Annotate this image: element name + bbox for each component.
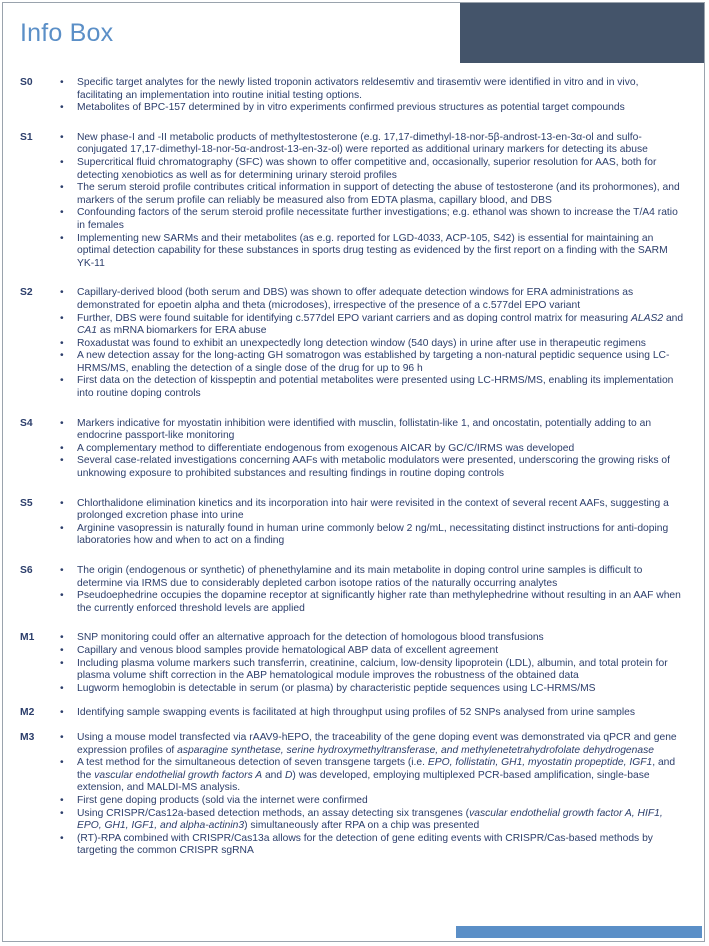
list-item-text: Supercritical fluid chromatography (SFC) was shown to offer competitive and, occasionally, superior resolution for AAS, both for detecting xenobiotics as well as for determining urinary steroid profiles	[77, 156, 657, 181]
bullet-icon: •	[60, 102, 64, 114]
bullet-icon: •	[60, 807, 64, 819]
bullet-icon: •	[60, 497, 64, 509]
list-item-text: Specific target analytes for the newly listed troponin activators reldesemtiv and tirasemtiv were identified in vitro and in vivo, facilitating an implementation into routine initial testing options.	[77, 77, 639, 101]
list-item-text: Including plasma volume markers such transferrin, creatinine, calcium, low-density lipoprotein (LDL), albumin, and total protein for plasma volume shift correction in the ABP hematological module improves the robustness of the obtained data	[77, 657, 668, 682]
list-item-text: SNP monitoring could offer an alternative approach for the detection of homologous blood transfusions	[77, 632, 544, 644]
section-s5	[3, 498, 706, 548]
list-item-text: Confounding factors of the serum steroid profile necessitate further investigations; e.g. ethanol was shown to increase the T/A4 ratio in females	[77, 207, 678, 231]
list-item	[3, 313, 685, 338]
bullet-icon: •	[60, 522, 64, 534]
bullet-icon: •	[60, 644, 64, 656]
bullet-list	[3, 287, 706, 400]
bullet-icon: •	[60, 131, 64, 143]
list-item	[3, 182, 685, 207]
bullet-list	[3, 565, 706, 615]
bullet-list	[3, 418, 706, 481]
list-item	[3, 590, 685, 615]
bullet-icon: •	[60, 590, 64, 602]
bullet-icon: •	[60, 417, 64, 429]
bullet-icon: •	[60, 375, 64, 387]
bullet-icon: •	[60, 565, 64, 576]
bullet-list	[3, 77, 706, 115]
list-item-text: Further, DBS were found suitable for identifying c.577del EPO variant carriers and as doping control matrix for measuring ALAS2 and CA1 as mRNA biomarkers for ERA abuse	[77, 312, 684, 337]
section-code: M3	[20, 731, 35, 743]
list-item	[3, 808, 685, 833]
section-code: S2	[20, 287, 33, 299]
bullet-icon: •	[60, 794, 64, 806]
bottom-accent-bar	[456, 926, 702, 938]
bullet-icon: •	[60, 757, 64, 769]
list-item	[3, 287, 685, 312]
bullet-icon: •	[60, 207, 64, 219]
bullet-icon: •	[60, 337, 64, 349]
bullet-icon: •	[60, 182, 64, 194]
bullet-icon: •	[60, 682, 64, 694]
list-item	[3, 757, 685, 795]
list-item	[3, 645, 685, 658]
section-code: M1	[20, 632, 35, 644]
list-item-text: Arginine vasopressin is naturally found in human urine commonly below 2 ng/mL, necessitating distinct instructions for anti-doping laboratories how and when to act on a finding	[77, 522, 669, 547]
bullet-icon: •	[60, 312, 64, 324]
bullet-icon: •	[60, 77, 64, 88]
bullet-icon: •	[60, 832, 64, 844]
bullet-icon: •	[60, 232, 64, 244]
bullet-list	[3, 732, 706, 858]
list-item-text: A new detection assay for the long-acting GH somatrogon was established by targeting a non-natural peptidic sequence using LC-HRMS/MS, enabling the detection of a single dose of the drug for up to 96 h	[77, 350, 670, 374]
bullet-icon: •	[60, 287, 64, 299]
list-item	[3, 77, 685, 102]
bullet-icon: •	[60, 731, 64, 743]
section-code: S5	[20, 497, 33, 509]
list-item	[3, 375, 685, 400]
list-item	[3, 102, 685, 115]
list-item-text: First data on the detection of kisspeptin and potential metabolites were presented using LC-HRMS/MS, enabling its implementation into routine doping controls	[77, 375, 674, 400]
list-item-text: Markers indicative for myostatin inhibition were identified with musclin, follistatin-like 1, and oncostatin, potentially adding to an endocrine passport-like monitoring	[77, 417, 652, 442]
list-item	[3, 350, 685, 375]
list-item-text: A complementary method to differentiate endogenous from exogenous AICAR by GC/C/IRMS was developed	[77, 442, 575, 454]
section-code: S4	[20, 417, 33, 429]
corner-decoration	[460, 3, 704, 63]
section-code: M2	[20, 707, 35, 719]
list-item	[3, 418, 685, 443]
list-item-text: Pseudoephedrine occupies the dopamine receptor at significantly higher rate than methylephedrine without resulting in an AAF when the currently enforced threshold levels are applied	[77, 590, 681, 614]
list-item-text: Lugworm hemoglobin is detectable in serum (or plasma) by characteristic peptide sequences using LC-HRMS/MS	[77, 682, 596, 694]
section-s6	[3, 565, 706, 615]
bullet-icon: •	[60, 455, 64, 467]
section-code: S1	[20, 131, 33, 143]
list-item-text: Implementing new SARMs and their metabolites (as e.g. reported for LGD-4033, ACP-105, S42) is essential for maintaining an optimal detection capability for these substances in sports drug testing as evidenced by the first report on a finding with the SARM YK-11	[77, 232, 668, 269]
list-item	[3, 683, 685, 696]
section-code: S0	[20, 77, 33, 88]
section-m2	[3, 707, 706, 720]
list-item-text: Chlorthalidone elimination kinetics and its incorporation into hair were revisited in the context of several recent AAFs, suggesting a prolonged excretion phase into urine	[77, 497, 669, 522]
list-item-text: Roxadustat was found to exhibit an unexpectedly long detection window (540 days) in urine after use in therapeutic regimens	[77, 337, 646, 349]
list-item-text: Capillary-derived blood (both serum and DBS) was shown to offer adequate detection windows for ERA administrations as demonstrated for epoetin alpha and theta (microdoses), irrespective of the presence of a c.577del EPO variant	[77, 287, 634, 311]
section-s2	[3, 287, 706, 400]
list-item	[3, 732, 685, 757]
list-item-text: Several case-related investigations concerning AAFs with metabolic modulators were presented, underscoring the growing risks of unknowing exposure to prohibited substances and resulting findings in routine doping controls	[77, 455, 670, 480]
list-item-text: New phase-I and -II metabolic products of methyltestosterone (e.g. 17,17-dimethyl-18-nor-5β-androst-13-en-3α-ol and sulfo-conjugated 17,17-dimethyl-18-nor-5α-androst-13-en-3z-ol) were reported as additional urinary markers for detecting its abuse	[77, 131, 648, 156]
list-item	[3, 565, 685, 590]
bullet-list	[3, 707, 706, 720]
list-item	[3, 132, 685, 157]
bullet-icon: •	[60, 707, 64, 719]
list-item	[3, 523, 685, 548]
section-m1	[3, 632, 706, 695]
list-item-text: (RT)-RPA combined with CRISPR/Cas13a allows for the detection of gene editing events with CRISPR/Cas-based methods by targeting the common CRISPR sgRNA	[77, 832, 653, 857]
bullet-icon: •	[60, 156, 64, 168]
list-item	[3, 632, 685, 645]
list-item-text: Using a mouse model transfected via rAAV9-hEPO, the traceability of the gene doping event was demonstrated via qPCR and gene expression profiles of asparagine synthetase, serine hydroxymethyltransferase, and methylenetetrahydrofolate dehydrogenase	[77, 731, 677, 756]
list-item	[3, 233, 685, 271]
bullet-icon: •	[60, 442, 64, 454]
list-item	[3, 795, 685, 808]
section-s0	[3, 77, 706, 115]
bullet-list	[3, 132, 706, 271]
list-item-text: The origin (endogenous or synthetic) of phenethylamine and its main metabolite in doping control urine samples is difficult to determine via IRMS due to considerably depleted carbon isotope ratios of the naturally occurring analytes	[77, 565, 643, 589]
list-item-text: Metabolites of BPC-157 determined by in vitro experiments confirmed previous structures as potential target compounds	[77, 102, 625, 114]
page-title: Info Box	[20, 19, 114, 47]
list-item-text: A test method for the simultaneous detection of seven transgene targets (i.e. EPO, follistatin, GH1, myostatin propeptide, IGF1, and the vascular endothelial growth factors A and D) was developed, employing multiplexed PCR-based amplification, single-base extension, and MALDI-MS analysis.	[77, 757, 676, 794]
bullet-icon: •	[60, 657, 64, 669]
list-item	[3, 207, 685, 232]
list-item-text: Using CRISPR/Cas12a-based detection methods, an assay detecting six transgenes (vascular endothelial growth factor A, HIF1, EPO, GH1, IGF1, and alpha-actinin3) simultaneously after RPA on a chip was presented	[77, 807, 663, 832]
list-item-text: Identifying sample swapping events is facilitated at high throughput using profiles of 52 SNPs analysed from urine samples	[77, 707, 636, 719]
info-box-content	[3, 77, 706, 858]
list-item	[3, 455, 685, 480]
list-item-text: First gene doping products (sold via the internet were confirmed	[77, 794, 368, 806]
list-item-text: Capillary and venous blood samples provide hematological ABP data of excellent agreement	[77, 644, 499, 656]
bullet-icon: •	[60, 632, 64, 644]
list-item	[3, 498, 685, 523]
section-code: S6	[20, 565, 33, 576]
bullet-list	[3, 498, 706, 548]
list-item	[3, 443, 685, 456]
list-item	[3, 658, 685, 683]
section-s1	[3, 132, 706, 271]
bullet-icon: •	[60, 350, 64, 362]
list-item	[3, 338, 685, 351]
bullet-list	[3, 632, 706, 695]
list-item	[3, 157, 685, 182]
list-item	[3, 833, 685, 858]
info-box	[2, 2, 705, 942]
list-item-text: The serum steroid profile contributes critical information in support of detecting the abuse of testosterone (and its prohormones), and markers of the serum profile can reliably be measured also from EDTA plasma, capillary blood, and DBS	[77, 182, 680, 206]
section-m3	[3, 732, 706, 858]
section-s4	[3, 418, 706, 481]
list-item	[3, 707, 685, 720]
